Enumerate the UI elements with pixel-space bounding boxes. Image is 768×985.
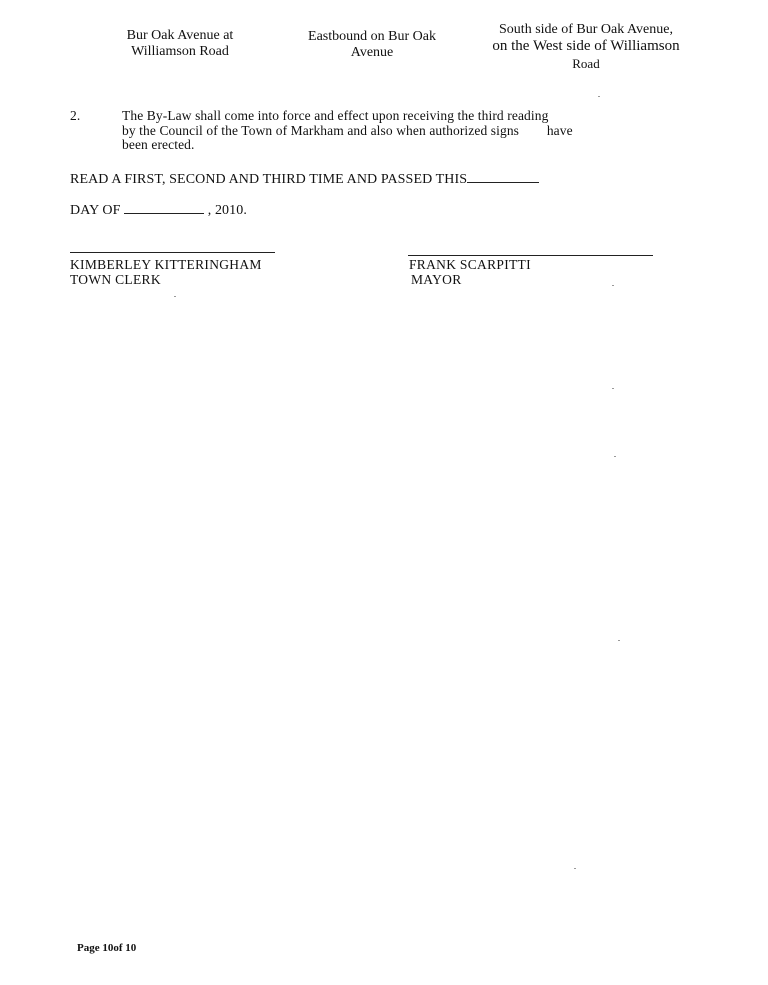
mayor-title: MAYOR (411, 272, 462, 287)
clause-text (122, 109, 712, 153)
side-line-3: Road (572, 56, 600, 71)
mayor-name: FRANK SCARPITTI (409, 257, 531, 272)
side-line-1: South side of Bur Oak Avenue, (499, 22, 673, 37)
side-cell (466, 21, 706, 72)
month-blank (124, 201, 204, 214)
scan-speck (612, 388, 614, 389)
passed-day-blank (467, 170, 539, 183)
year-label: , 2010. (207, 203, 247, 218)
clerk-signature-line (70, 252, 275, 253)
side-line-2: on the West side of Williamson (492, 38, 680, 54)
scan-speck (614, 456, 616, 457)
scan-speck (612, 285, 614, 286)
clerk-signature-block (70, 257, 262, 287)
location-line-2: Williamson Road (131, 44, 229, 59)
scan-speck (574, 868, 576, 869)
location-line-1: Bur Oak Avenue at (126, 28, 234, 43)
passed-text: READ A FIRST, SECOND AND THIRD TIME AND PASSED THIS (70, 172, 468, 187)
clerk-name: KIMBERLEY KITTERINGHAM (70, 257, 262, 272)
direction-line-1: Eastbound on Bur Oak (308, 29, 436, 44)
mayor-signature-line (408, 255, 653, 256)
page-number: Page 10of 10 (77, 942, 137, 954)
clause-number: 2. (70, 108, 81, 123)
direction-cell (282, 29, 462, 61)
clause-line-3: been erected. (122, 137, 195, 152)
clerk-title: TOWN CLERK (70, 272, 161, 287)
mayor-signature-block (409, 257, 531, 287)
clause-line-1: The By-Law shall come into force and effect upon receiving the third reading (122, 108, 549, 123)
location-cell (95, 28, 265, 60)
scan-speck (174, 296, 176, 297)
date-line (70, 201, 247, 219)
scan-speck (598, 96, 600, 97)
direction-line-2: Avenue (350, 45, 394, 60)
passed-line (70, 170, 539, 188)
clause-line-2: by the Council of the Town of Markham and also when authorized signs have (122, 122, 573, 138)
day-of-label: DAY OF (70, 203, 121, 218)
scan-speck (618, 640, 620, 641)
